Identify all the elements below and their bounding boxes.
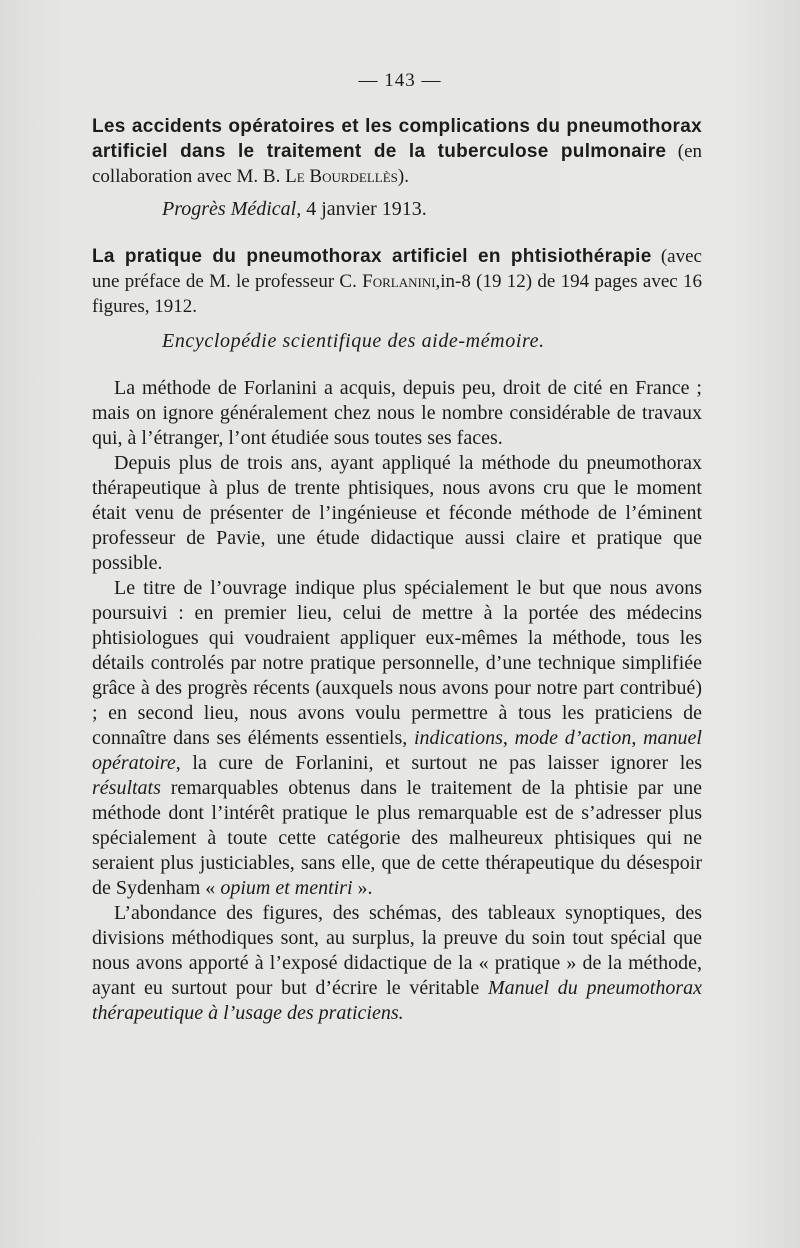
paragraph-2: Depuis plus de trois ans, ayant appliqué la méthode du pneumothorax thérapeutique à plus de trente phtisiques, nous avons cru que le moment était venu de présenter de l’ingénieuse et féconde méthode de l’éminent professeur de Pavie, une étude didactique aussi claire et pratique que possible. — [92, 452, 702, 574]
entry-2-desc-post: ,in-8 (19 12) de 194 pages avec 16 figures, 1912. — [92, 271, 702, 317]
entry-1-date: 4 janvier 1913. — [301, 198, 427, 220]
paragraph-1: La méthode de Forlanini a acquis, depuis peu, droit de cité en France ; mais on ignore généralement chez nous le nombre considérable de travaux qui, à l’étranger, l’ont étudiée sous toutes ses faces. — [92, 377, 702, 449]
p3-text-a: Le titre de l’ouvrage indique plus spécialement le but que nous avons poursuivi : en premier lieu, celui de mettre à la portée des médecins phtisiologues qui voudraient appliquer eux-mêmes la méthode, tous les détails controlés par notre pratique personnelle, d’une technique simplifiée grâce à des progrès récents (auxquels nous avons pour notre part contribué) ; en second lieu, nous avons voulu permettre à tous les praticiens de connaître dans ses éléments essentiels, — [92, 577, 702, 749]
paragraph-4 — [92, 901, 702, 1026]
p3-text-d: , la cure de Forlanini, et surtout ne pas laisser ignorer les — [175, 752, 702, 774]
entry-2-title-bold: La pratique du pneumothorax artificiel en phtisiothérapie — [92, 246, 652, 267]
entry-2-title — [92, 244, 702, 319]
entry-1-close: ). — [397, 166, 409, 187]
entry-2-desc-pre: (avec une préface de M. le professeur C. — [92, 246, 702, 292]
p3-mode-action: mode d’action — [514, 727, 632, 749]
page-number: — 143 — — [358, 70, 442, 91]
entry-2-preface-author: Forlanini — [362, 271, 436, 292]
p3-quote: opium et mentiri — [220, 877, 353, 899]
entry-1-title-bold: Les accidents opératoires et les complications du pneumothorax artificiel dans le traitement de la tuberculose pulmonaire — [92, 116, 702, 162]
p3-text-f: ». — [352, 877, 373, 899]
entry-1-journal: Progrès Médical, — [162, 198, 302, 220]
entry-1-title — [92, 114, 702, 189]
p3-indications: indications — [413, 727, 503, 749]
p3-text-c: , — [631, 727, 644, 749]
p3-resultats: résultats — [92, 777, 161, 799]
p3-manuel-operatoire: manuel opératoire — [92, 727, 702, 774]
entry-1-source — [92, 197, 702, 222]
page-content — [92, 114, 702, 1026]
paragraph-3 — [92, 576, 702, 901]
p4-text-a: L’abondance des figures, des schémas, des tableaux synoptiques, des divisions méthodiques sont, au surplus, la preuve du soin tout spécial que nous avons apporté à l’exposé didactique de la « pratique » de la méthode, ayant eu surtout pour but d’écrire le véritable — [92, 902, 702, 999]
p3-text-e: remarquables obtenus dans le traitement de la phtisie par une méthode dont l’intérêt pratique le plus remarquable est de s’adresser plus spécialement à toute cette catégorie des malheureux phtisiques qui ne seraient plus justiciables, sans elle, que de cette thérapeutique du désespoir de Sydenham « — [92, 777, 702, 899]
p3-text-b: , — [502, 727, 515, 749]
entry-2-source: Encyclopédie scientifique des aide-mémoire. — [162, 330, 545, 352]
p4-manual-title: Manuel du pneumothorax thérapeutique à l’usage des praticiens. — [92, 977, 702, 1024]
entry-1-coauthor: Le Bourdellès — [285, 166, 398, 187]
entry-1-collab: (en collaboration avec M. B. — [92, 141, 703, 187]
